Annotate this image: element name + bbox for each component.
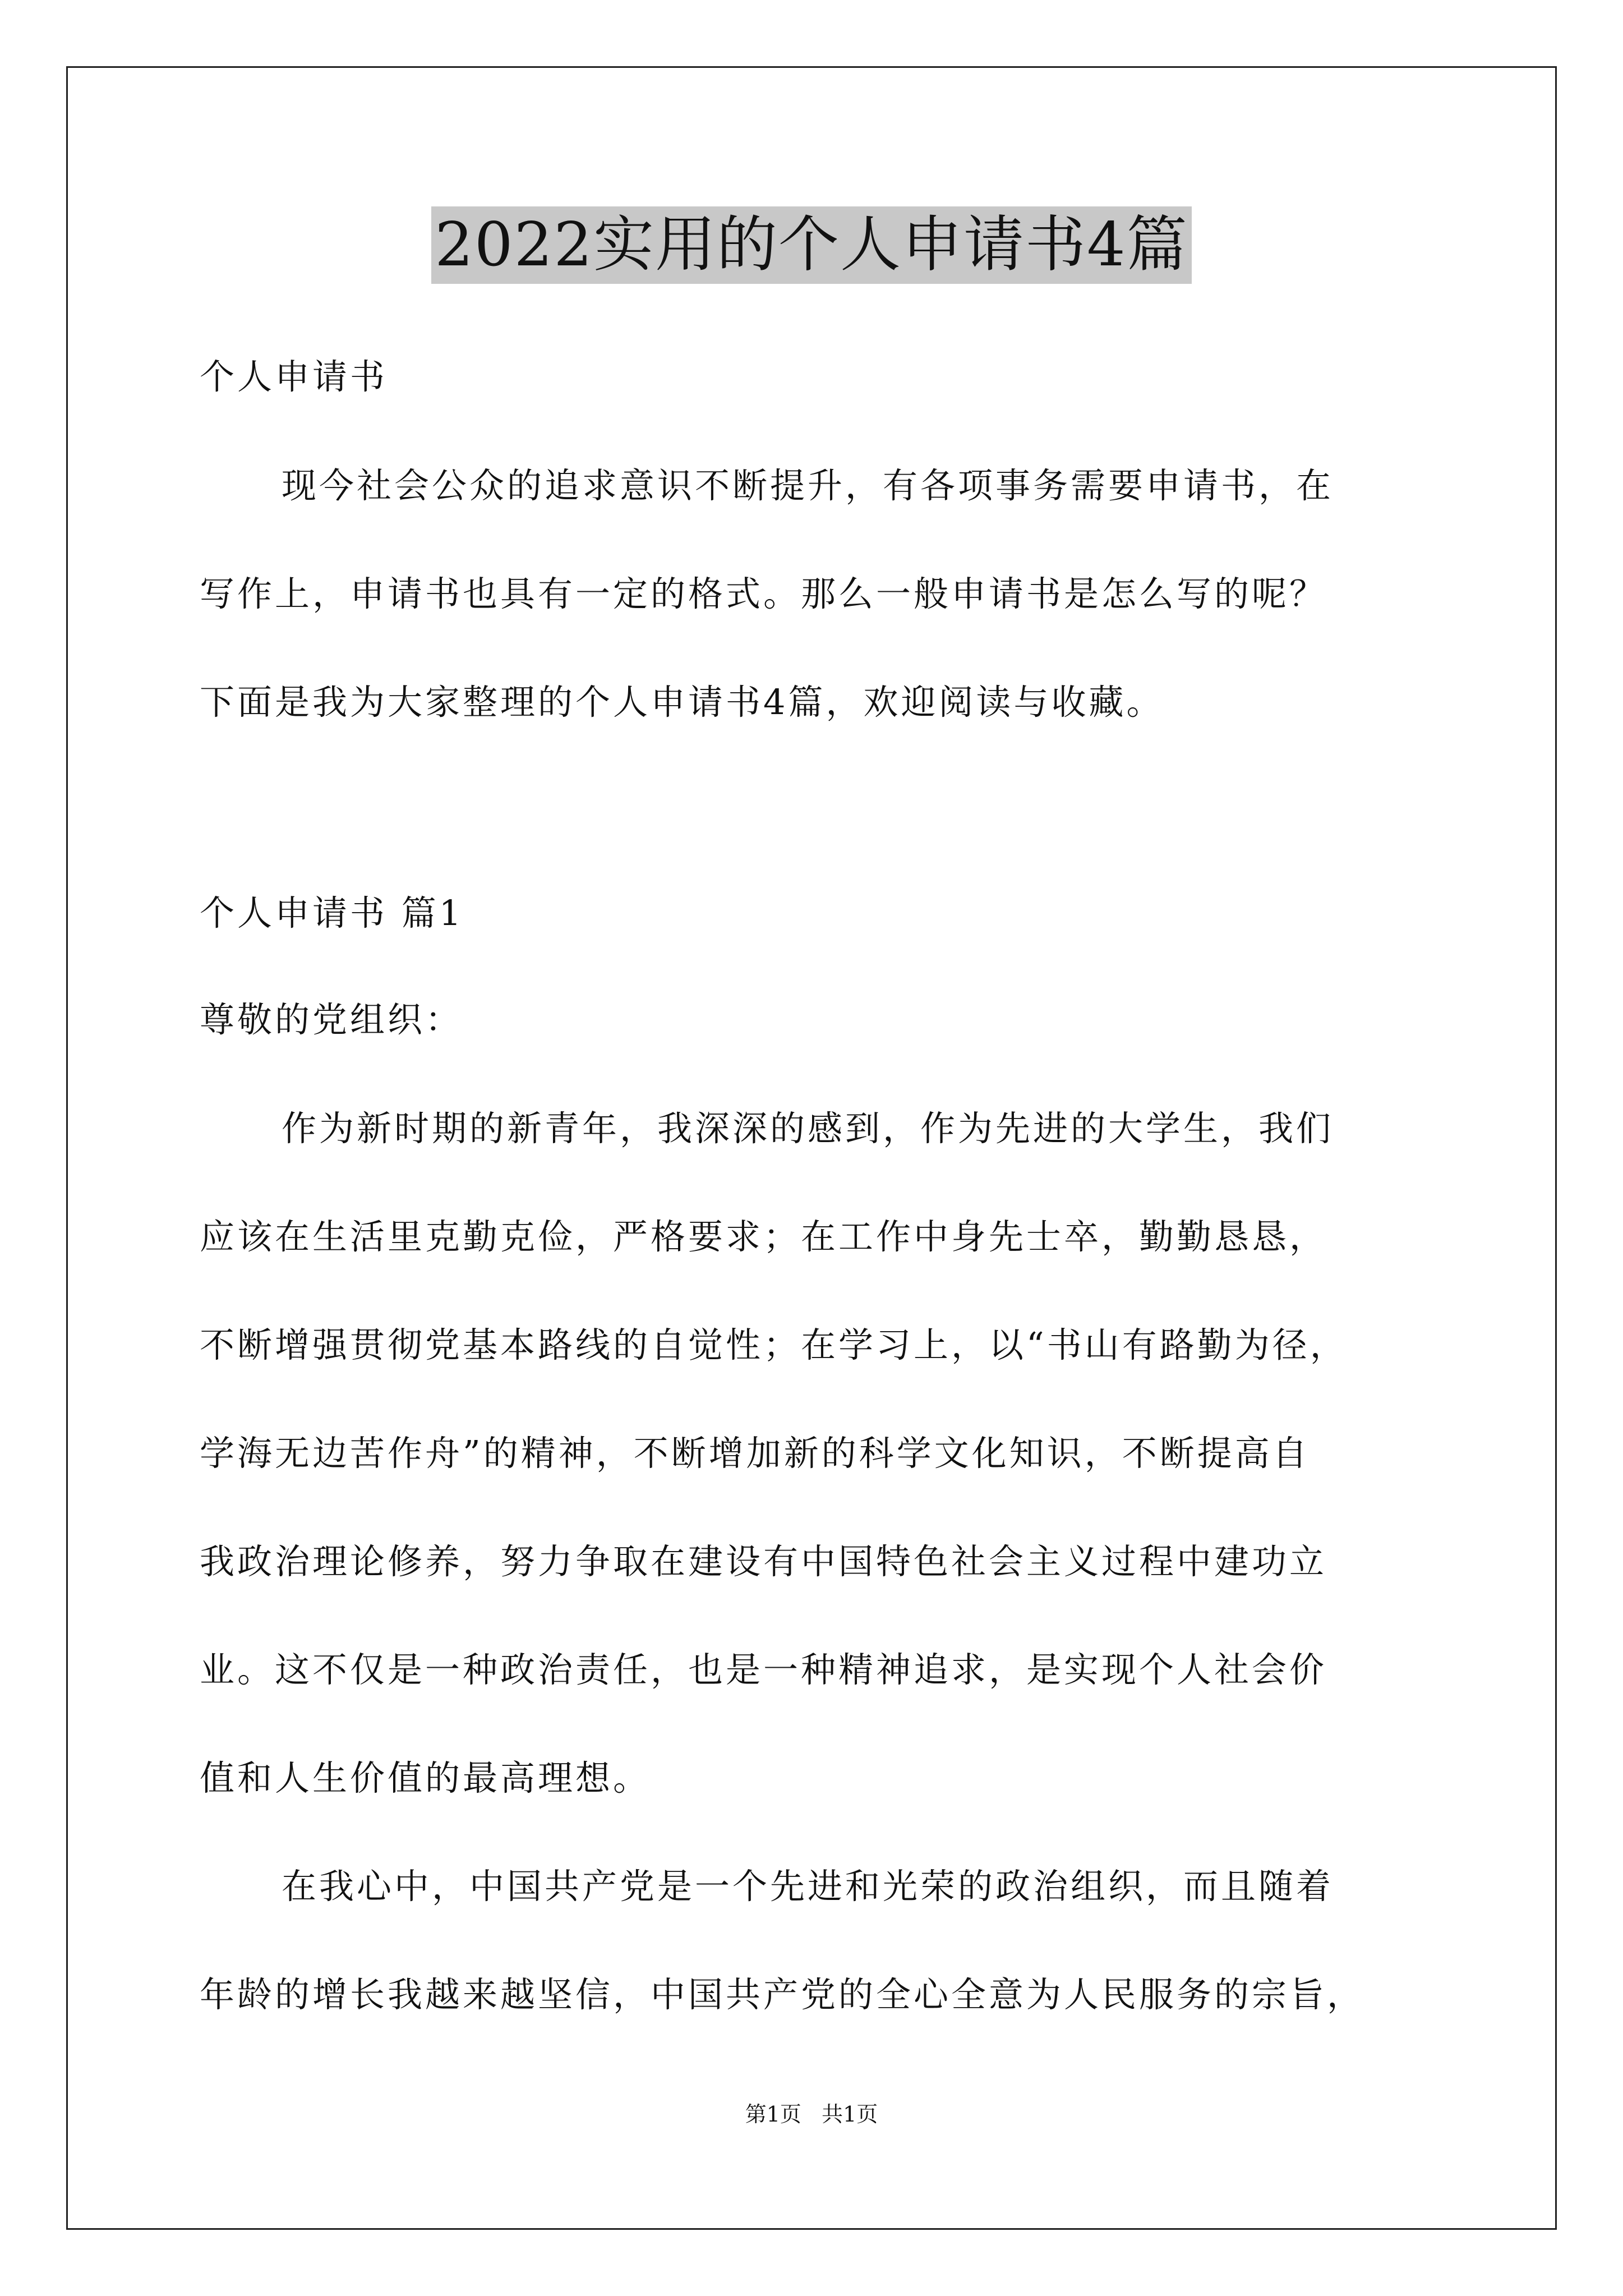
paragraph-line: 应该在生活里克勤克俭，严格要求；在工作中身先士卒，勤勤恳恳， [200,1216,1327,1257]
salutation: 尊敬的党组织： [200,999,463,1040]
section-heading: 个人申请书 篇1 [200,892,464,933]
paragraph-line: 值和人生价值的最高理想。 [200,1757,651,1798]
paragraph-line: 不断增强贯彻党基本路线的自觉性；在学习上，以“书山有路勤为径， [200,1324,1348,1365]
paragraph-line: 写作上，申请书也具有一定的格式。那么一般申请书是怎么写的呢？ [200,573,1327,614]
page-footer: 第1页 共1页 [745,2102,878,2127]
paragraph-line: 下面是我为大家整理的个人申请书4篇，欢迎阅读与收藏。 [200,682,1164,723]
section-heading: 个人申请书 [200,356,388,397]
paragraph-line: 业。这不仅是一种政治责任，也是一种精神追求，是实现个人社会价 [200,1649,1327,1690]
paragraph-line: 年龄的增长我越来越坚信，中国共产党的全心全意为人民服务的宗旨， [200,1974,1365,2015]
paragraph-line: 现今社会公众的追求意识不断提升，有各项事务需要申请书，在 [282,465,1334,506]
paragraph-line: 我政治理论修养，努力争取在建设有中国特色社会主义过程中建功立 [200,1541,1327,1582]
paragraph-line: 作为新时期的新青年，我深深的感到，作为先进的大学生，我们 [282,1108,1334,1149]
paragraph-line: 在我心中，中国共产党是一个先进和光荣的政治组织，而且随着 [282,1866,1334,1907]
document-title: 2022实用的个人申请书4篇 [431,206,1192,284]
paragraph-line: 学海无边苦作舟”的精神，不断增加新的科学文化知识，不断提高自 [200,1433,1310,1474]
title-container [0,206,1623,284]
